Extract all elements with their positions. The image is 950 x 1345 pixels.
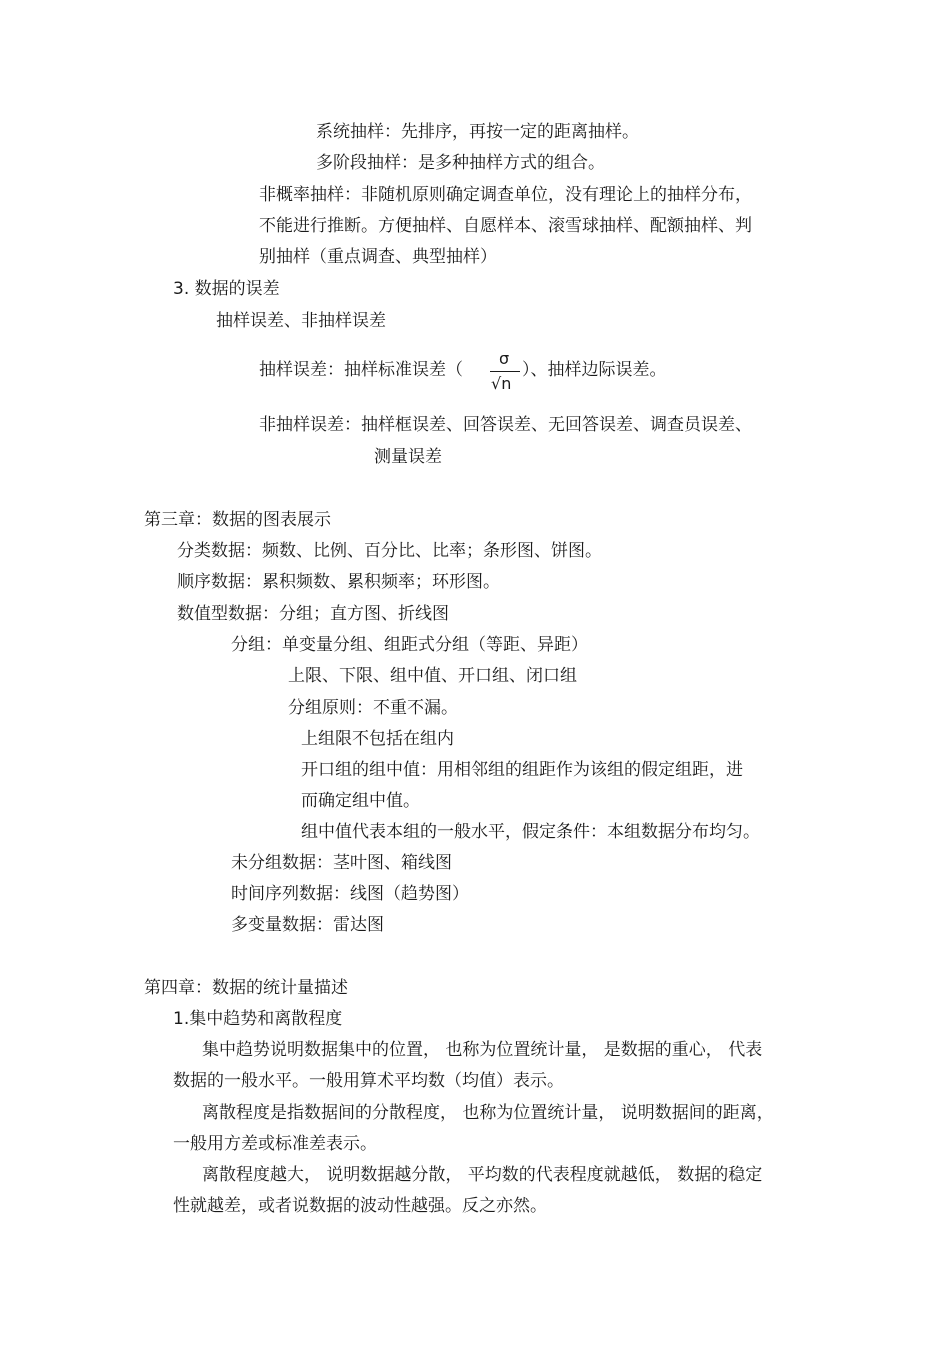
- formula-denominator: √n: [491, 374, 512, 393]
- text-line: 多变量数据：雷达图: [231, 915, 384, 935]
- text-line: 别抽样（重点调查、典型抽样）: [259, 247, 497, 267]
- text-line: 分组原则：不重不漏。: [288, 698, 458, 718]
- sampling-error-formula: [488, 350, 522, 396]
- text-line: 抽样误差：抽样标准误差（: [259, 360, 463, 380]
- text-line: 性就越差，或者说数据的波动性越强。反之亦然。: [173, 1196, 547, 1216]
- section-heading: 3. 数据的误差: [173, 279, 280, 299]
- chapter-heading: 第四章：数据的统计量描述: [144, 978, 348, 998]
- text-line: 分类数据：频数、比例、百分比、比率；条形图、饼图。: [177, 541, 602, 561]
- text-line: 时间序列数据：线图（趋势图）: [231, 884, 469, 904]
- text-line: 一般用方差或标准差表示。: [173, 1134, 377, 1154]
- text-line: 数值型数据：分组；直方图、折线图: [177, 604, 449, 624]
- text-line: ）、抽样边际误差。: [522, 360, 667, 380]
- text-line: 离散程度越大， 说明数据越分散， 平均数的代表程度就越低， 数据的稳定: [202, 1165, 763, 1185]
- text-line: 集中趋势说明数据集中的位置， 也称为位置统计量， 是数据的重心， 代表: [202, 1040, 763, 1060]
- text-line: 抽样误差、非抽样误差: [216, 311, 386, 331]
- formula-numerator: σ: [499, 349, 510, 368]
- text-line: 多阶段抽样：是多种抽样方式的组合。: [316, 153, 605, 173]
- text-line: 分组：单变量分组、组距式分组（等距、异距）: [231, 635, 588, 655]
- text-line: 不能进行推断。方便抽样、自愿样本、滚雪球抽样、配额抽样、判: [259, 216, 752, 236]
- text-line: 离散程度是指数据间的分散程度， 也称为位置统计量， 说明数据间的距离，: [202, 1103, 774, 1123]
- section-heading: 1.集中趋势和离散程度: [173, 1009, 343, 1029]
- chapter-heading: 第三章：数据的图表展示: [144, 510, 331, 530]
- fraction-bar: [490, 371, 520, 372]
- text-line: 未分组数据：茎叶图、箱线图: [231, 853, 452, 873]
- text-line: 而确定组中值。: [301, 791, 420, 811]
- text-line: 系统抽样：先排序，再按一定的距离抽样。: [316, 122, 639, 142]
- text-line: 上组限不包括在组内: [301, 729, 454, 749]
- text-line: 组中值代表本组的一般水平，假定条件：本组数据分布均匀。: [301, 822, 760, 842]
- text-line: 非抽样误差：抽样框误差、回答误差、无回答误差、调查员误差、: [259, 415, 752, 435]
- text-line: 测量误差: [374, 447, 442, 467]
- text-line: 开口组的组中值：用相邻组的组距作为该组的假定组距，进: [301, 760, 743, 780]
- text-line: 数据的一般水平。一般用算术平均数（均值）表示。: [173, 1071, 564, 1091]
- text-line: 上限、下限、组中值、开口组、闭口组: [288, 666, 577, 686]
- text-line: 非概率抽样：非随机原则确定调查单位，没有理论上的抽样分布，: [259, 185, 752, 205]
- text-line: 顺序数据：累积频数、累积频率；环形图。: [177, 572, 500, 592]
